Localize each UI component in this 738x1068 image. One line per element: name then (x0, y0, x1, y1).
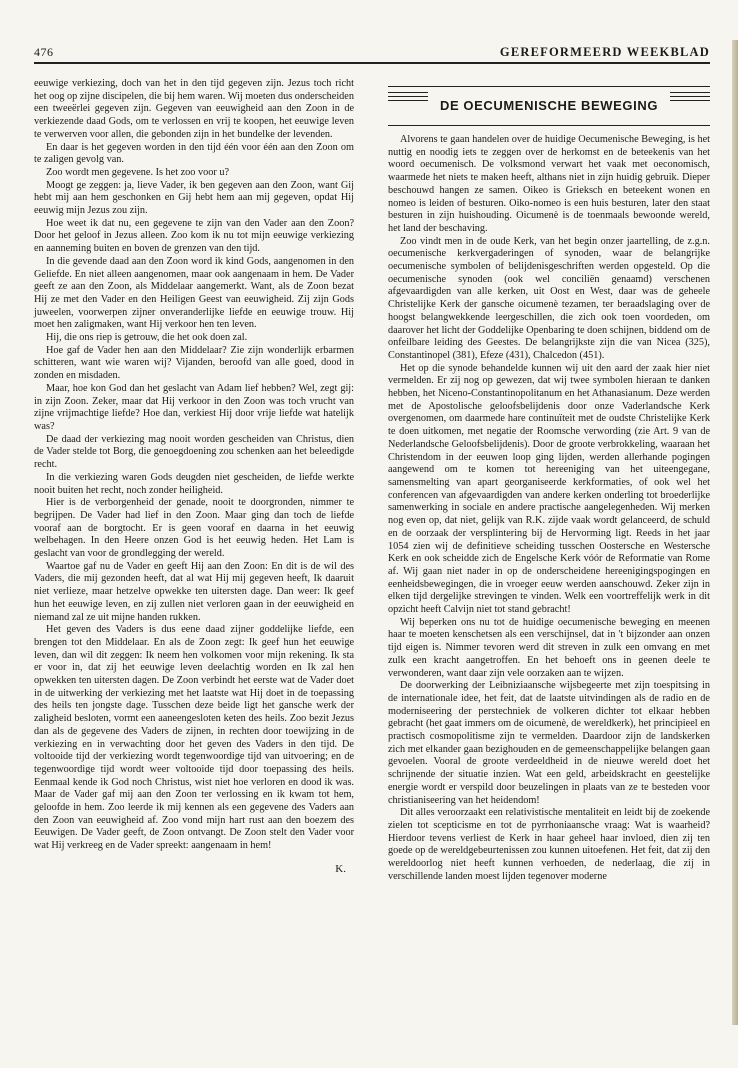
page-edge-shadow (732, 40, 738, 1025)
heading-top-rule (388, 86, 710, 87)
paragraph: Het op die synode behandelde kunnen wij uit den aard der zaak hier niet vermelden. Er zij nog op gewezen, dat wij twee symbolen hieraan te danken hebben, het Niceno-Constantinopolitanum en het Athanasianum. Deze werden met de Apostolische geloofsbelijdenis door onze Vaderlandsche Kerk overgenomen, om daarmede hare continuïteit met de oudste Christelijke Kerk te doen uitkomen, met negatie der Roomsche verwording (zie Art. 9 van de Nederlandsche Geloofsbelijdenis). Door de groote verbrokkeling, waaraan het Christendom in der eeuwen loop ging lijden, werden allerhande pogingen aangewend om te komen tot hereeniging van het uiteengegane, samensmelting van apart georganiseerde kerkformaties, of ook wel het conferencen van afgevaardigden van andere kerken onderling tot broederlijke samenwerking in sociale en andere practische aangelegenheden. Wij merken nog even op, dat niet, gelijk van R.K. zijde vaak wordt gelanceerd, de schuld en de oorzaak der versplintering bij de Hervorming ligt. Reeds in het jaar 1054 zien wij de definitieve scheiding tusschen Oostersche en Westersche Kerk en ook scheidde zich de Engelsche Kerk vóór de Reformatie van Rome af. Wij gaan niet nader in op de onderscheidene hereenigingspogingen en eenheidsbewegingen, die in vroeger eeuw werden aanschouwd. Zeker zijn in elken tijd dergelijke strevingen te vinden. Welk een voortreffelijk werk in dit opzicht heeft Calvijn niet tot stand gebracht! (388, 362, 710, 616)
paragraph: En daar is het gegeven worden in den tijd één voor één aan den Zoon om te zaligen gevolg van. (34, 141, 354, 166)
paragraph: Wij beperken ons nu tot de huidige oecumenische beweging en meenen haar te moeten kenschetsen als een verschijnsel, dat in 't bijzonder aan onzen tijd eigen is. Nimmer tevoren werd dit streven in zulk een omvang en met zulk een kracht aangetroffen. En het behoeft ons in geenen deele te verwonderen, want daar zijn vele oorzaken aan te wijzen. (388, 616, 710, 679)
right-article-column (388, 134, 710, 883)
paragraph: Zoo vindt men in de oude Kerk, van het begin onzer jaartelling, de z.g.n. oecumenische kerkvergaderingen of synoden, waar de belangrijke oecumenische symbolen of belijdenisgeschriften werden opgesteld. Op die oecumenische synoden (ook wel conciliën genaamd) verschenen afgevaardigden van alle kerken, uit Oost en West, daar was de geheele Christelijke Kerk der gansche oicumenè tezamen, ter beraadslaging over de hoogst belangwekkende leergeschillen, die zich ook toen voordeden, om daarover het licht der Goddelijke Openbaring te doen schijnen, biddend om de onfeilbare leiding des Geestes. De belangrijkste zijn die van Nicea (325), Constantinopel (381), Efeze (431), Chalcedon (451). (388, 235, 710, 361)
paragraph: Hij, die ons riep is getrouw, die het ook doen zal. (46, 332, 248, 344)
paragraph: De doorwerking der Leibniziaansche wijsbegeerte met zijn toespitsing in de internationale idee, het feit, dat de laatste uitvindingen als de radio en de moderniseering der perstechniek de volkeren dichter tot elkaar hebben gebracht (het gaat immers om de oicumenè, de wereldkerk), het principieel en practisch cosmopolitisme zijn te vermelden. Daardoor zijn de landskerken zich met elkander gaan bezighouden en de gemeenschappelijke belangen gaan gevoelen. Vooral de groote verdeeldheid in de nieuwe wereld doet het schrijnende der situatie inzien. Wat een geld, arbeidskracht en geestelijke energie wordt er verspild door beuzelingen in plaats van ze te besteden voor christianiseering van het heidendom! (388, 680, 710, 806)
journal-title: GEREFORMEERD WEEKBLAD (499, 45, 710, 59)
paragraph: Hier is de verborgenheid der genade, nooit te doorgronden, nimmer te begrijpen. De Vader had lief in den Zoon. Maar ging dan toch de liefde vooraf aan de borgtocht. Er is geen vooraf en daarna in het eeuwig welbehagen. In den Heere onzen God is het eeuwig heden. Het Lam is geslacht van voor de grondlegging der wereld. (34, 497, 354, 560)
paragraph: Dit alles veroorzaakt een relativistische mentaliteit en leidt bij de zoekende zielen tot scepticisme en tot de pyrrhoniaansche vraag: Wat is waarheid? Hierdoor tevens verliest de Kerk in haar geheel haar invloed, dien zij ten goede op de wereldgebeurtenissen zou kunnen uitoefenen. Het feit, dat zij den wereldoorlog niet heeft kunnen verhoeden, de nederlaag, die zij in verschillende landen moest lijden tegenover moderne (388, 807, 710, 882)
paragraph: Maar, hoe kon God dan het geslacht van Adam lief hebben? Wel, zegt gij: in zijn Zoon. Zeker, maar dat Hij verkoor in den Zoon was toch vrucht van zijne vrijmachtige liefde? Hoe dan, verkiest Hij door vrije liefde wat hatelijk was? (34, 382, 354, 432)
paragraph: In die verkiezing waren Gods deugden niet gescheiden, de liefde werkte nooit buiten het recht, noch zonder heiligheid. (34, 471, 354, 496)
article-heading-box (388, 86, 710, 126)
page-header (34, 40, 710, 60)
paragraph: eeuwige verkiezing, doch van het in den tijd gegeven zijn. Jezus toch richt het oog op zijne discipelen, die bij hem waren. Wij moeten dus onderscheiden een tweeërlei gegeven zijn. Gegeven van eeuwigheid aan den Zoon in de verkiezende daad Gods, om te verlossen en vrij te koopen, het eeuwige leven te verwerven voor allen, die gebonden zijn in het bundelke der levenden. (34, 78, 354, 140)
page-number: 476 (34, 45, 54, 59)
paragraph: Moogt ge zeggen: ja, lieve Vader, ik ben gegeven aan den Zoon, want Gij hebt mij aan hem geschonken en Gij hebt hem aan mij gegeven, opdat Hij eeuwig mijn Jezus zou zijn. (34, 179, 354, 217)
heading-bottom-rule (388, 125, 710, 126)
header-rule (34, 62, 710, 64)
left-article-column (34, 78, 354, 876)
paragraph: Waartoe gaf nu de Vader en geeft Hij aan den Zoon: En dit is de wil des Vaders, die mij gezonden heeft, dat al wat Hij mij gegeven heeft, Ik daaruit niet verlieze, maar hetzelve opwekke ten uitersten dage. Dan weer: Ik geef hun het eeuwige leven, en zij zullen niet verloren gaan in der eeuwigheid en niemand zal ze uit mijne handen rukken. (34, 560, 354, 623)
paragraph: De daad der verkiezing mag nooit worden gescheiden van Christus, dien de Vader stelde tot Borg, die genoegdoening zou schenken aan het beleedigde recht. (34, 433, 354, 471)
paragraph: In die gevende daad aan den Zoon word ik kind Gods, aangenomen in den Geliefde. En niet alleen aangenomen, maar ook aangenaam in hem. De Vader geeft ze aan den Zoon, als Middelaar aangemerkt. Want, als de Zoon bezat Hij ze met den Vader en den Heiligen Geest van eeuwigheid. Zij zijn Gods juweelen, voorwerpen zijner onveranderlijke liefde en eeuwige trouw. Hij moet hen zaligmaken, want Hij verkoor hen ten leven. (34, 255, 354, 331)
paragraph: Zoo wordt men gegevene. Is het zoo voor u? (46, 166, 230, 178)
paragraph: Het geven des Vaders is dus eene daad zijner goddelijke liefde, een brengen tot den Middelaar. En als de Zoon zegt: Ik geef hun het eeuwige leven, dan wil dit zeggen: Ik neem hen volkomen voor mijn rekening. Ik sta er voor in, dat zij het eeuwige leven deelachtig worden en Ik zal hen opwekken ten uitersten dagen. De Zoon verbindt het eerste wat de Vader doet in de uitwerking der verkiezing met het laatste wat Hij doet in de toepassing des heils ten jongste dage. Tusschen deze beide ligt het gansche werk der zaligheid besloten, vormt een aaneengesloten keten des heils. Zoo bezit Jezus dan als de gegevene des Vaders de zijnen, in rechten door toewijzing in de verkiezing en in verwachting door het geven des Vaders in den tijd. De voltooide tijd der verkiezing wordt tegenwoordige tijd van uitvoering; en de tegenwoordige tijd wordt weer voltooide tijd door toepassing des heils. Eenmaal kende ik God noch Christus, wist niet hoe verloren en dood ik was. Maar de Vader gaf mij aan den Zoon ter verlossing en ik kwam tot hem, geloofde in hem. Zoo leerde ik mij kennen als een gegevene des Vaders aan den Zoon van eeuwigheid af. Zoo vond mijn hart rust aan den boezem des Eeuwigen. De Vader geeft, de Zoon ontvangt. De Zoon stelt den Vader voor wat Hij verkreeg en de Vader spreekt: aangenaam in hem! (34, 624, 354, 852)
paragraph: Hoe gaf de Vader hen aan den Middelaar? Zie zijn wonderlijk erbarmen schitteren, want wie waren wij? Vijanden, beroofd van alle goed, dood in zonden en misdaden. (34, 344, 354, 382)
paragraph: Hoe weet ik dat nu, een gegevene te zijn van den Vader aan den Zoon? Door het geloof in Jezus alleen. Zoo kom ik nu tot mijn eeuwige verkiezing en aanneming buiten en boven de grenzen van den tijd. (34, 217, 354, 255)
author-signature: K. (335, 862, 346, 875)
paragraph: Alvorens te gaan handelen over de huidige Oecumenische Beweging, is het nuttig en noodig iets te zeggen over de herkomst en de beteekenis van het woord oecumenisch. De volksmond verwart het vaak met oeconomisch, waarmede het niets te maken heeft, althans niet in zijn huidig gebruik. Dieper beschouwd hangen ze samen. Oikeo is Grieksch en beteekent wonen en nomeo is leiden of besturen. Oiko-nomeo is een huis besturen, later den staat besturen in zijn huishouding. Oicumenè is de toenmaals bewoonde wereld, het land der beschaving. (388, 134, 710, 234)
article-title: DE OECUMENISCHE BEWEGING (439, 98, 659, 113)
